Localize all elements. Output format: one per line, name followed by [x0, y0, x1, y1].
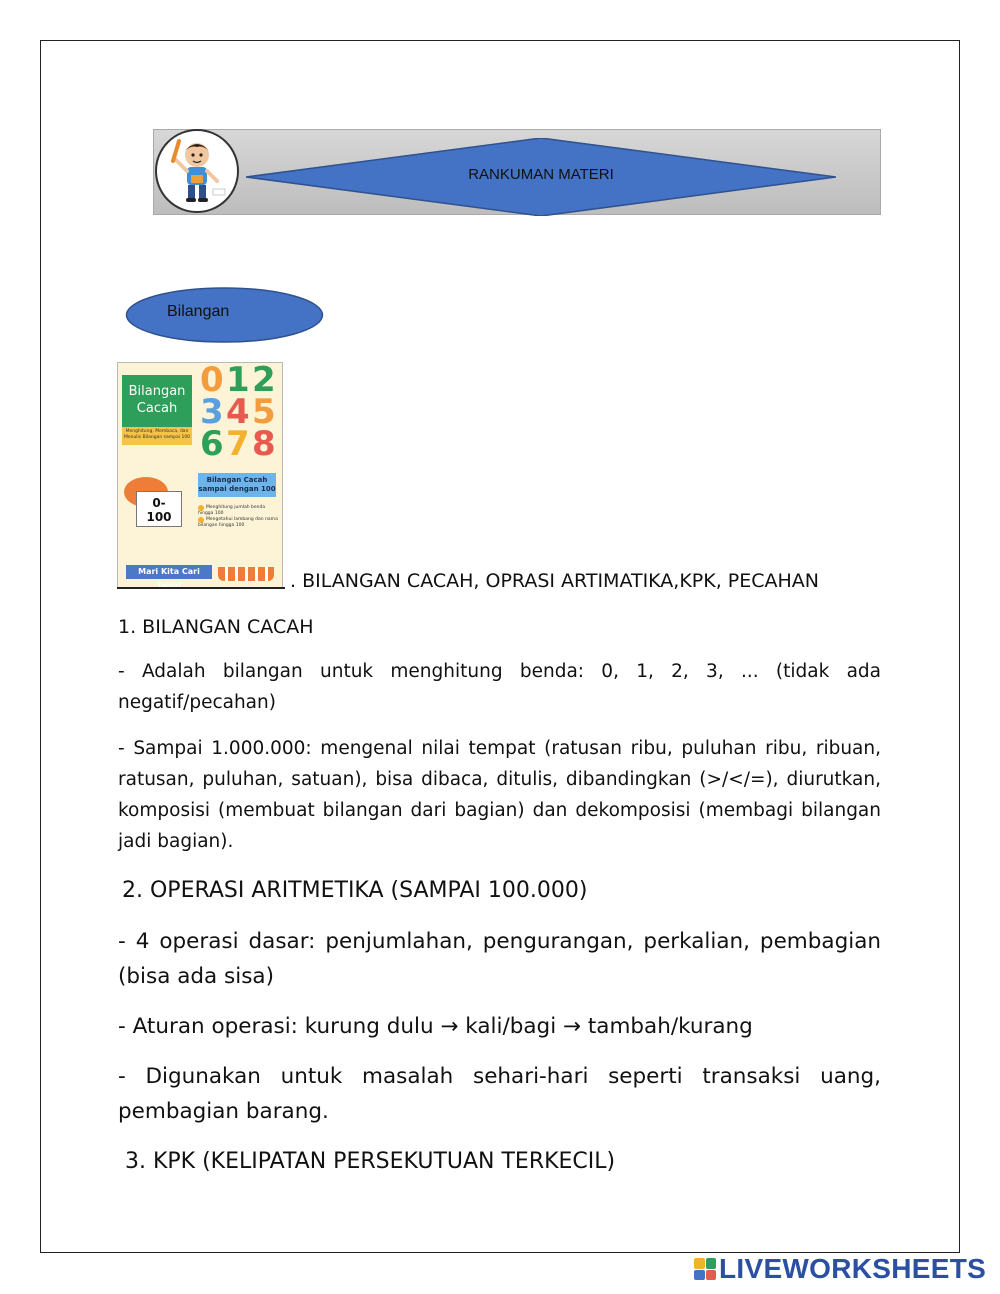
banner-title: RANKUMAN MATERI — [468, 166, 614, 183]
section1-paragraph-2: - Sampai 1.000.000: mengenal nilai tempat (ratusan ribu, puluhan ribu, ribuan, ratusan, puluhan, satuan), bisa dibaca, ditulis, dibandingkan (>/</=), diurutkan, komposisi (membuat bilangan dari bagian) dan dekomposisi (membagi bilangan jadi bagian). — [118, 738, 881, 852]
topic-label: Bilangan — [167, 303, 230, 320]
brand-name: LIVEWORKSHEETS — [719, 1253, 987, 1284]
cover-info-box: Bilangan Cacah sampai dengan 100 — [198, 473, 276, 497]
section3-heading: 3. KPK (KELIPATAN PERSEKUTUAN TERKECIL) — [125, 1149, 616, 1174]
cover-digit: 3 — [200, 392, 224, 432]
section2-heading: 2. OPERASI ARITMETIKA (SAMPAI 100.000) — [122, 878, 588, 903]
liveworksheets-logo — [694, 1254, 986, 1284]
cover-digit: 1 — [226, 362, 250, 400]
cover-bullet — [198, 517, 280, 529]
section2-paragraph-2: - Aturan operasi: kurung dulu → kali/bagi → tambah/kurang — [118, 1014, 753, 1039]
cover-digit: 8 — [252, 424, 276, 464]
cover-digit: 6 — [200, 424, 224, 464]
bullet-text: Menghitung jumlah benda hingga 100 — [198, 505, 266, 516]
cover-awning — [218, 567, 274, 581]
cover-image — [117, 362, 283, 588]
cover-title-line1: Bilangan — [128, 384, 186, 399]
range-line2: 100 — [146, 510, 172, 524]
cover-digit: 5 — [252, 392, 276, 432]
bullet-text: Mengetahui lambang dan nama bilangan hingga 100 — [198, 517, 278, 528]
section2-paragraph-1: - 4 operasi dasar: penjumlahan, pengurangan, perkalian, pembagian (bisa ada sisa) — [118, 929, 881, 989]
mascot-illustration — [157, 131, 237, 211]
cover-digit: 7 — [226, 424, 250, 464]
liveworksheets-icon — [694, 1258, 716, 1280]
cover-tagline: Menghitung, Membaca, dan Menulis Bilangan sampai 100 — [122, 427, 192, 445]
range-line1: 0- — [152, 496, 166, 510]
section1-heading: 1. BILANGAN CACAH — [118, 616, 314, 638]
cover-cta-label: Mari Kita Cari Tahu! — [126, 565, 212, 579]
cover-range-card — [136, 491, 182, 527]
cover-digit: 2 — [252, 362, 276, 400]
cover-digit: 4 — [226, 392, 250, 432]
material-subtitle: . BILANGAN CACAH, OPRASI ARTIMATIKA,KPK, PECAHAN — [290, 570, 820, 592]
section1-paragraph-1: - Adalah bilangan untuk menghitung benda: 0, 1, 2, 3, ... (tidak ada negatif/pecahan) — [118, 661, 881, 713]
cover-digit: 0 — [200, 362, 224, 400]
cover-title-box — [122, 375, 192, 427]
cover-title-line2: Cacah — [136, 401, 178, 416]
cover-underline — [117, 587, 285, 589]
cover-bullet — [198, 505, 280, 517]
section2-paragraph-3: - Digunakan untuk masalah sehari-hari seperti transaksi uang, pembagian barang. — [118, 1064, 881, 1124]
mascot-avatar — [155, 129, 239, 213]
